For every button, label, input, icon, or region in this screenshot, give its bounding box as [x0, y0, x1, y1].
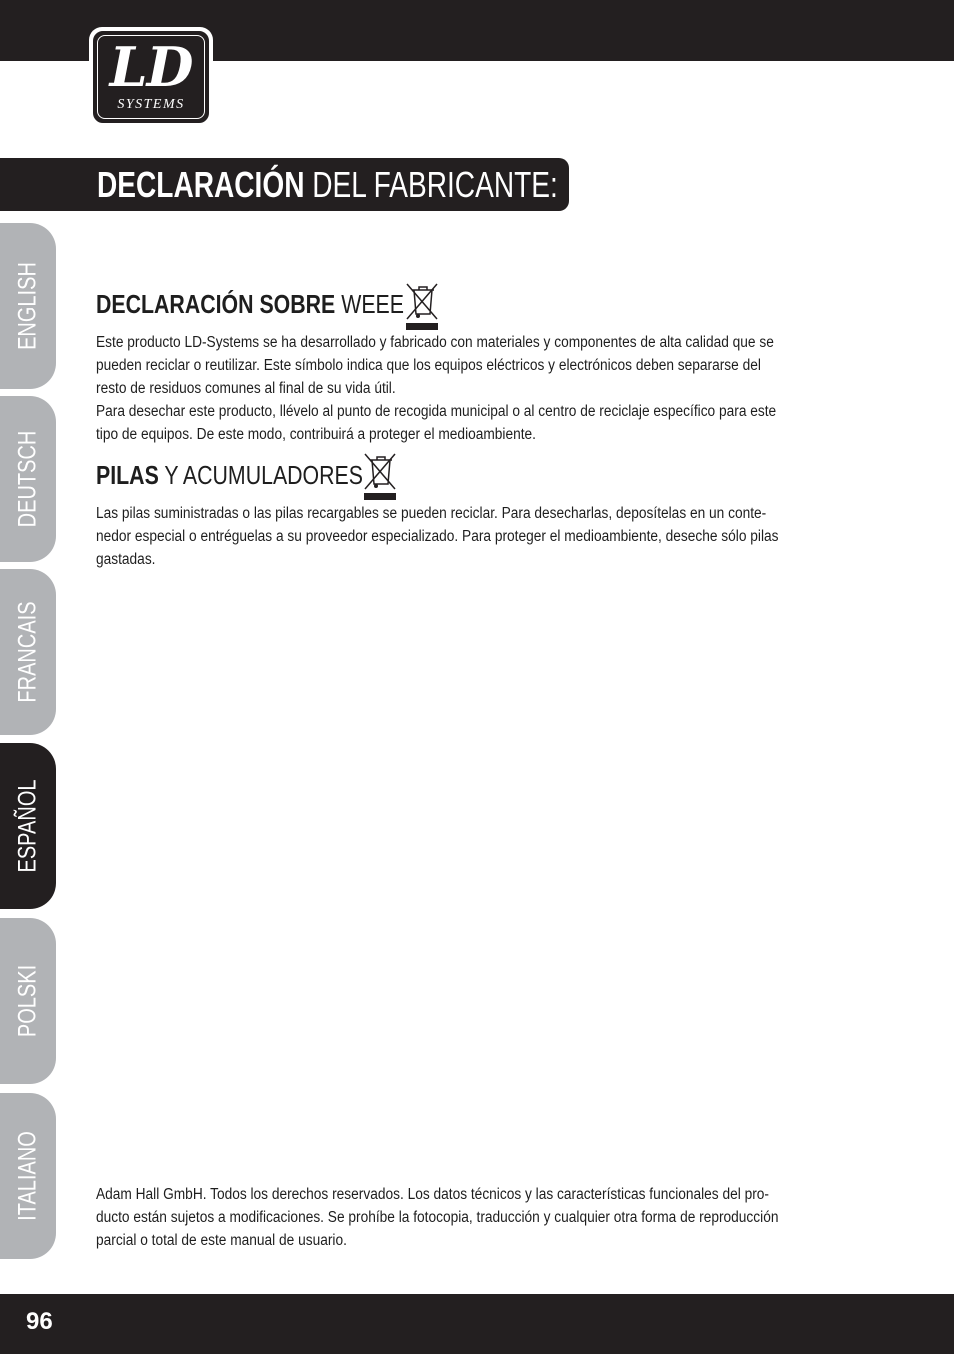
tab-label: POLSKI: [13, 964, 42, 1038]
weee-heading-bold: DECLARACIÓN SOBRE: [96, 289, 336, 319]
batteries-heading-rest: Y ACUMULADORES: [158, 460, 363, 490]
paragraph-line: Este producto LD-Systems se ha desarrollado y fabricado con materiales y componentes de alta calidad que se: [96, 334, 774, 351]
logo-ld-text: LD: [109, 35, 193, 99]
weee-heading-rest: WEEE: [335, 289, 404, 319]
paragraph-line: pueden reciclar o reutilizar. Este símbolo indica que los equipos eléctricos y electrónicos deben separarse del: [96, 357, 761, 374]
tab-english[interactable]: [0, 223, 56, 389]
tab-label: FRANCAIS: [13, 601, 42, 703]
batteries-paragraph: [96, 502, 854, 571]
paragraph-line: gastadas.: [96, 551, 156, 568]
crossed-out-wheelie-bin-icon: [362, 451, 398, 501]
ld-systems-logo: [89, 27, 213, 127]
tab-label: ITALIANO: [13, 1131, 42, 1221]
tab-polski[interactable]: [0, 918, 56, 1084]
tab-label: ENGLISH: [13, 262, 42, 350]
batteries-heading-bold: PILAS: [96, 460, 159, 490]
tab-espanol[interactable]: [0, 743, 56, 909]
page-title-bold: DECLARACIÓN: [97, 164, 305, 205]
footer-bar: [0, 1294, 954, 1354]
weee-paragraph: [96, 331, 854, 446]
page-title: [97, 164, 558, 206]
copyright-paragraph: [96, 1183, 854, 1252]
crossed-out-wheelie-bin-icon: [404, 281, 440, 331]
page-number: 96: [26, 1308, 53, 1335]
paragraph-line: nedor especial o entréguelas a su proveedor especializado. Para proteger el medioambiente, deseche sólo pilas: [96, 528, 779, 545]
batteries-heading: [96, 460, 363, 490]
tab-italiano[interactable]: [0, 1093, 56, 1259]
paragraph-line: Para desechar este producto, llévelo al punto de recogida municipal o al centro de reciclaje específico para este: [96, 403, 777, 420]
tab-label: DEUTSCH: [13, 430, 42, 528]
logo-systems-text: SYSTEMS: [117, 97, 185, 112]
paragraph-line: ducto están sujetos a modificaciones. Se prohíbe la fotocopia, traducción y cualquier otra forma de reproducción: [96, 1209, 779, 1226]
paragraph-line: Las pilas suministradas o las pilas recargables se pueden reciclar. Para desecharlas, deposítelas en un conte-: [96, 505, 767, 522]
weee-heading: [96, 289, 404, 319]
paragraph-line: resto de residuos comunes al final de su vida útil.: [96, 380, 396, 397]
paragraph-line: Adam Hall GmbH. Todos los derechos reservados. Los datos técnicos y las características funcionales del pro-: [96, 1186, 769, 1203]
paragraph-line: tipo de equipos. De este modo, contribuirá a proteger el medioambiente.: [96, 426, 536, 443]
tab-label: ESPAÑOL: [13, 779, 42, 873]
paragraph-line: parcial o total de este manual de usuario.: [96, 1232, 347, 1249]
page-title-rest: DEL FABRICANTE:: [304, 164, 558, 205]
title-banner: [0, 158, 569, 211]
tab-francais[interactable]: [0, 569, 56, 735]
tab-deutsch[interactable]: [0, 396, 56, 562]
logo-badge: [93, 31, 209, 123]
